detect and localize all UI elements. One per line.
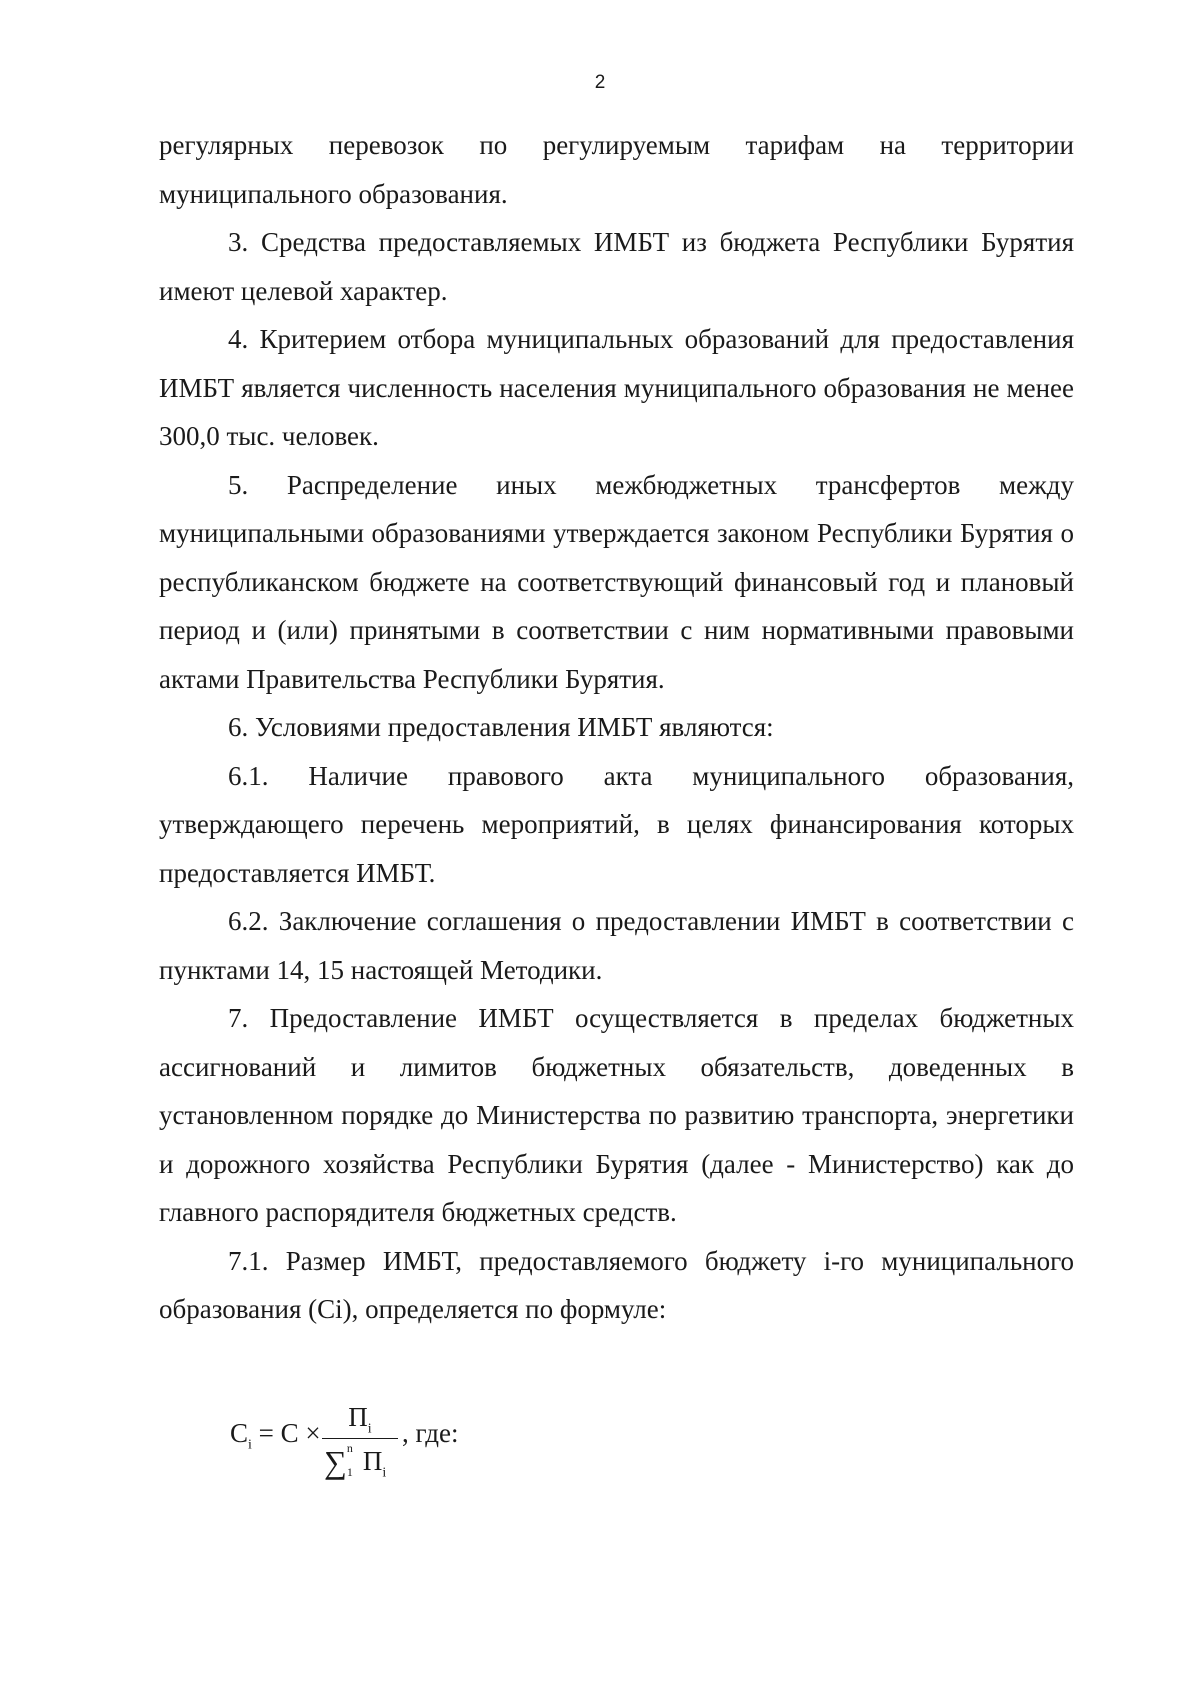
denominator-symbol: П (362, 1446, 383, 1476)
numerator-symbol: П (348, 1402, 368, 1432)
paragraph: 3. Средства предоставляемых ИМБТ из бюджета Республики Бурятия имеют целевой характер. (159, 227, 1074, 306)
formula-lhs-symbol: C (230, 1418, 249, 1448)
paragraph: 6.2. Заключение соглашения о предоставлении ИМБТ в соответствии с пунктами 14, 15 настоящей Методики. (159, 906, 1074, 985)
numerator-sub: i (367, 1421, 372, 1437)
paragraph: 5. Распределение иных межбюджетных трансфертов между муниципальными образованиями утверждается законом Республики Бурятия о республиканском бюджете на соответствующий финансовый год и плановый период и (или) принятыми в соответствии с ним нормативными правовыми актами Правительства Республики Бурятия. (159, 469, 1074, 694)
paragraph: 7. Предоставление ИМБТ осуществляется в пределах бюджетных ассигнований и лимитов бюджетных обязательств, доведенных в установленном порядке до Министерства по развитию транспорта, энергетики и дорожного хозяйства Республики Бурятия (далее - Министерство) как до главного распорядителя бюджетных средств. (159, 1003, 1074, 1227)
formula-lhs (230, 1418, 321, 1453)
sum-symbol: ∑ (324, 1444, 347, 1480)
denominator-sub: i (382, 1465, 387, 1481)
sum-lower-limit: 1 (346, 1465, 353, 1479)
page-number: 2 (594, 72, 606, 93)
paragraph: 6.1. Наличие правового акта муниципального образования, утверждающего перечень мероприятий, в целях финансирования которых предоставляется ИМБТ. (159, 760, 1074, 888)
paragraph: 6. Условиями предоставления ИМБТ являются: (228, 712, 774, 742)
formula-equals: = C × (258, 1418, 321, 1448)
formula-numerator (322, 1402, 398, 1437)
formula-trailing-text: , где: (402, 1418, 459, 1448)
paragraph: регулярных перевозок по регулируемым тарифам на территории муниципального образования. (159, 130, 1074, 209)
sum-upper-limit: n (346, 1441, 353, 1455)
formula-lhs-sub: i (248, 1437, 252, 1453)
paragraph: 7.1. Размер ИМБТ, предоставляемого бюджету i-го муниципального образования (Ci), определяется по формуле: (159, 1245, 1074, 1324)
fraction-bar (322, 1438, 398, 1439)
sum-limits (346, 1441, 359, 1479)
document-body (159, 121, 1074, 1334)
formula-fraction (322, 1402, 398, 1482)
paragraph: 4. Критерием отбора муниципальных образований для предоставления ИМБТ является численность населения муниципального образования не менее 300,0 тыс. человек. (159, 324, 1074, 451)
formula-denominator (324, 1441, 387, 1481)
